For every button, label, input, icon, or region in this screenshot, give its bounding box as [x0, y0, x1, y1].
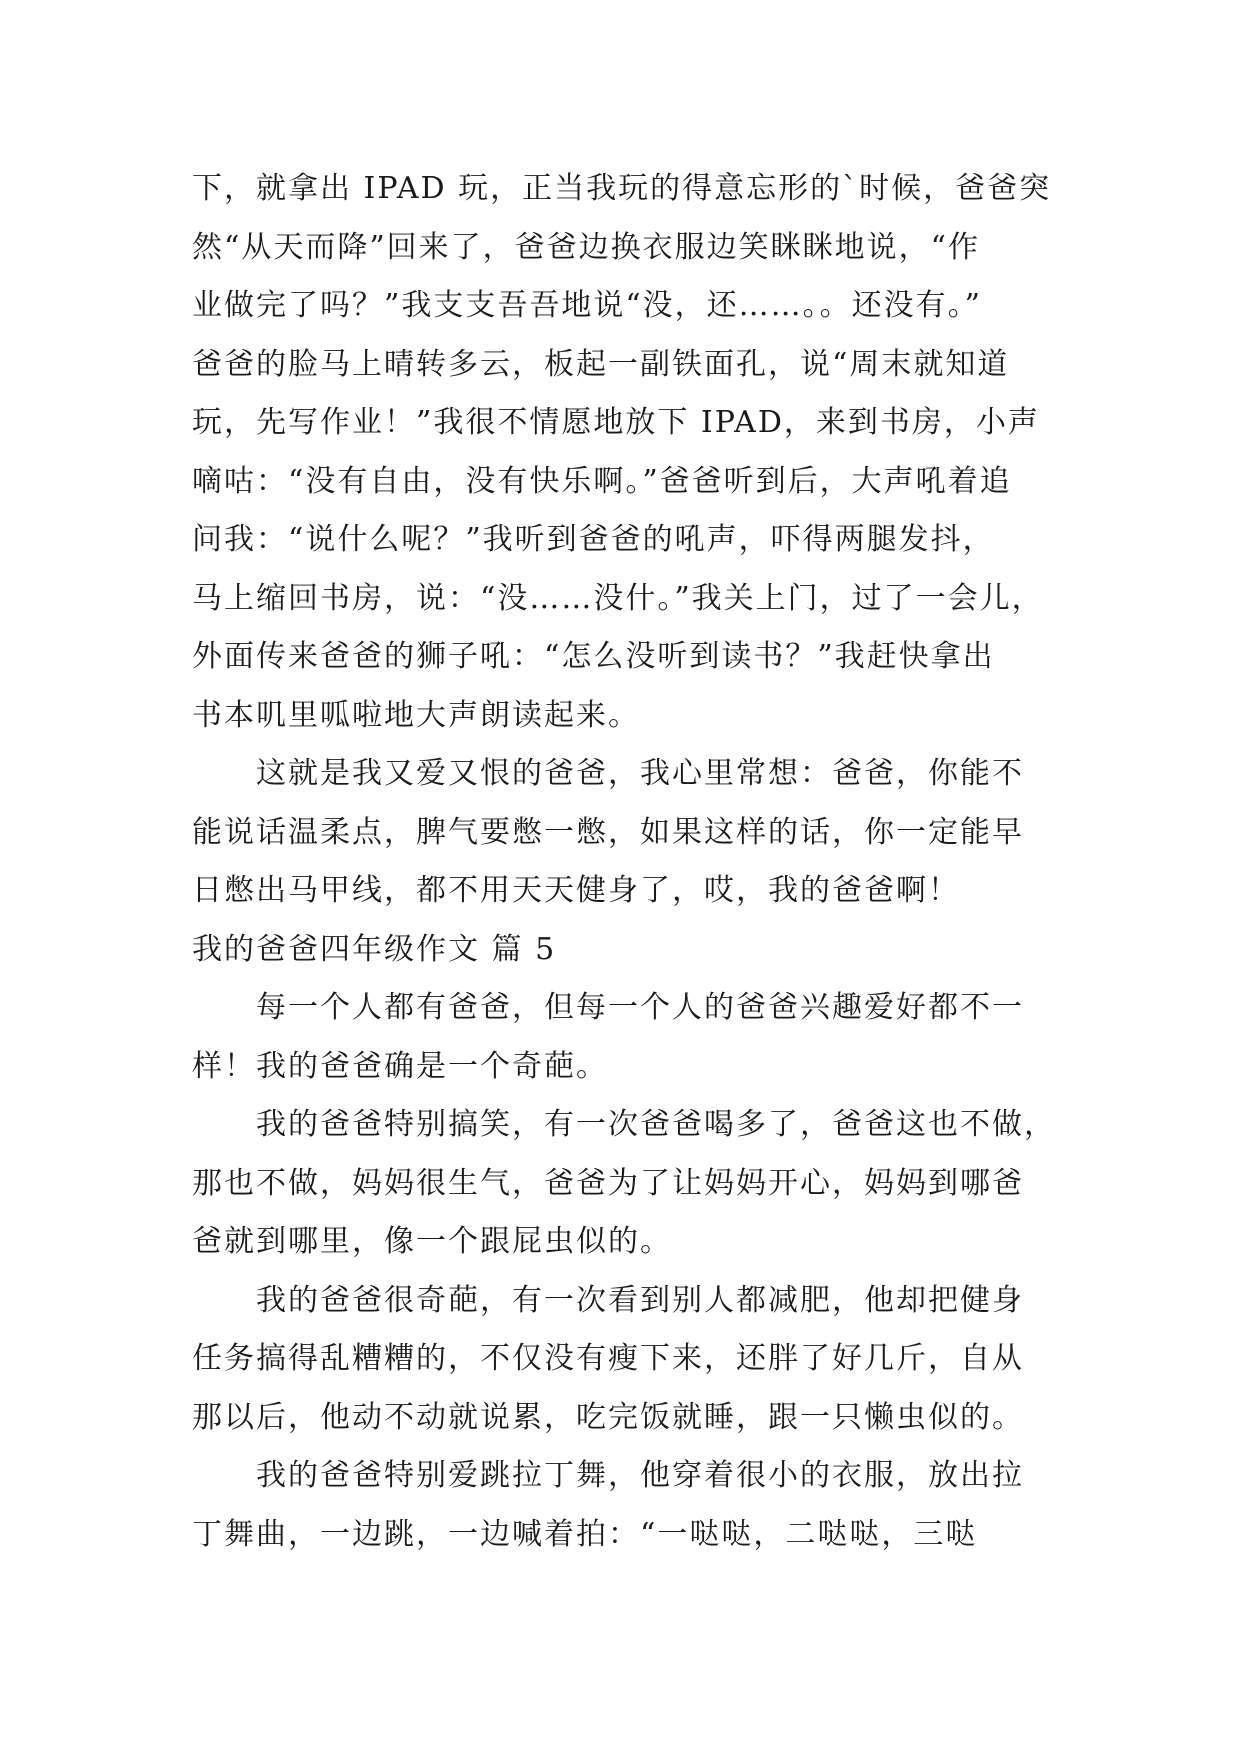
text-line: 爸就到哪里，像一个跟屁虫似的。: [192, 1224, 672, 1259]
text-line: 马上缩回书房，说：“没……没什。”我关上门，过了一会儿，: [192, 580, 1044, 616]
paragraph-start-line: 这就是我又爱又恨的爸爸，我心里常想：爸爸，你能不: [256, 756, 1024, 791]
text-line: 下，就拿出 IPAD 玩，正当我玩的得意忘形的`时候，爸爸突: [192, 171, 1052, 206]
text-line: 日憋出马甲线，都不用天天健身了，哎，我的爸爸啊！: [192, 873, 960, 908]
text-line: 丁舞曲，一边跳，一边喊着拍：“一哒哒，二哒哒，三哒: [192, 1516, 978, 1552]
text-line: 问我：“说什么呢？”我听到爸爸的吼声，吓得两腿发抖，: [192, 522, 995, 557]
text-line: 然“从天而降”回来了，爸爸边换衣服边笑眯眯地说，“作: [192, 229, 981, 265]
text-line: 外面传来爸爸的狮子吼：“怎么没听到读书？”我赶快拿出: [192, 639, 995, 674]
text-line: 样！我的爸爸确是一个奇葩。: [192, 1048, 608, 1084]
document-body: [192, 160, 1062, 1564]
text-line: 任务搞得乱糟糟的，不仅没有瘦下来，还胖了好几斤，自从: [192, 1341, 1024, 1376]
paragraph-start-line: 我的爸爸特别爱跳拉丁舞，他穿着很小的衣服，放出拉: [256, 1458, 1024, 1493]
text-line: 嘀咕：“没有自由，没有快乐啊。”爸爸听到后，大声吼着追: [192, 463, 1012, 499]
text-line: 能说话温柔点，脾气要憋一憋，如果这样的话，你一定能早: [192, 814, 1024, 850]
text-line: 那也不做，妈妈很生气，爸爸为了让妈妈开心，妈妈到哪爸: [192, 1165, 1024, 1201]
text-line: 业做完了吗？”我支支吾吾地说“没，还……。。还没有。”: [192, 288, 983, 323]
text-line: 书本叽里呱啦地大声朗读起来。: [192, 697, 640, 733]
paragraph-start-line: 我的爸爸很奇葩，有一次看到别人都减肥，他却把健身: [256, 1282, 1024, 1318]
text-line: 玩，先写作业！”我很不情愿地放下 IPAD，来到书房，小声: [192, 405, 1040, 440]
section-heading: 我的爸爸四年级作文 篇 5: [192, 931, 557, 967]
text-line: 爸爸的脸马上晴转多云，板起一副铁面孔，说“周末就知道: [192, 346, 1010, 382]
text-line: 那以后，他动不动就说累，吃完饭就睡，跟一只懒虫似的。: [192, 1399, 1024, 1435]
paragraph-start-line: 每一个人都有爸爸，但每一个人的爸爸兴趣爱好都不一: [256, 990, 1024, 1025]
paragraph-start-line: 我的爸爸特别搞笑，有一次爸爸喝多了，爸爸这也不做，: [256, 1107, 1056, 1142]
